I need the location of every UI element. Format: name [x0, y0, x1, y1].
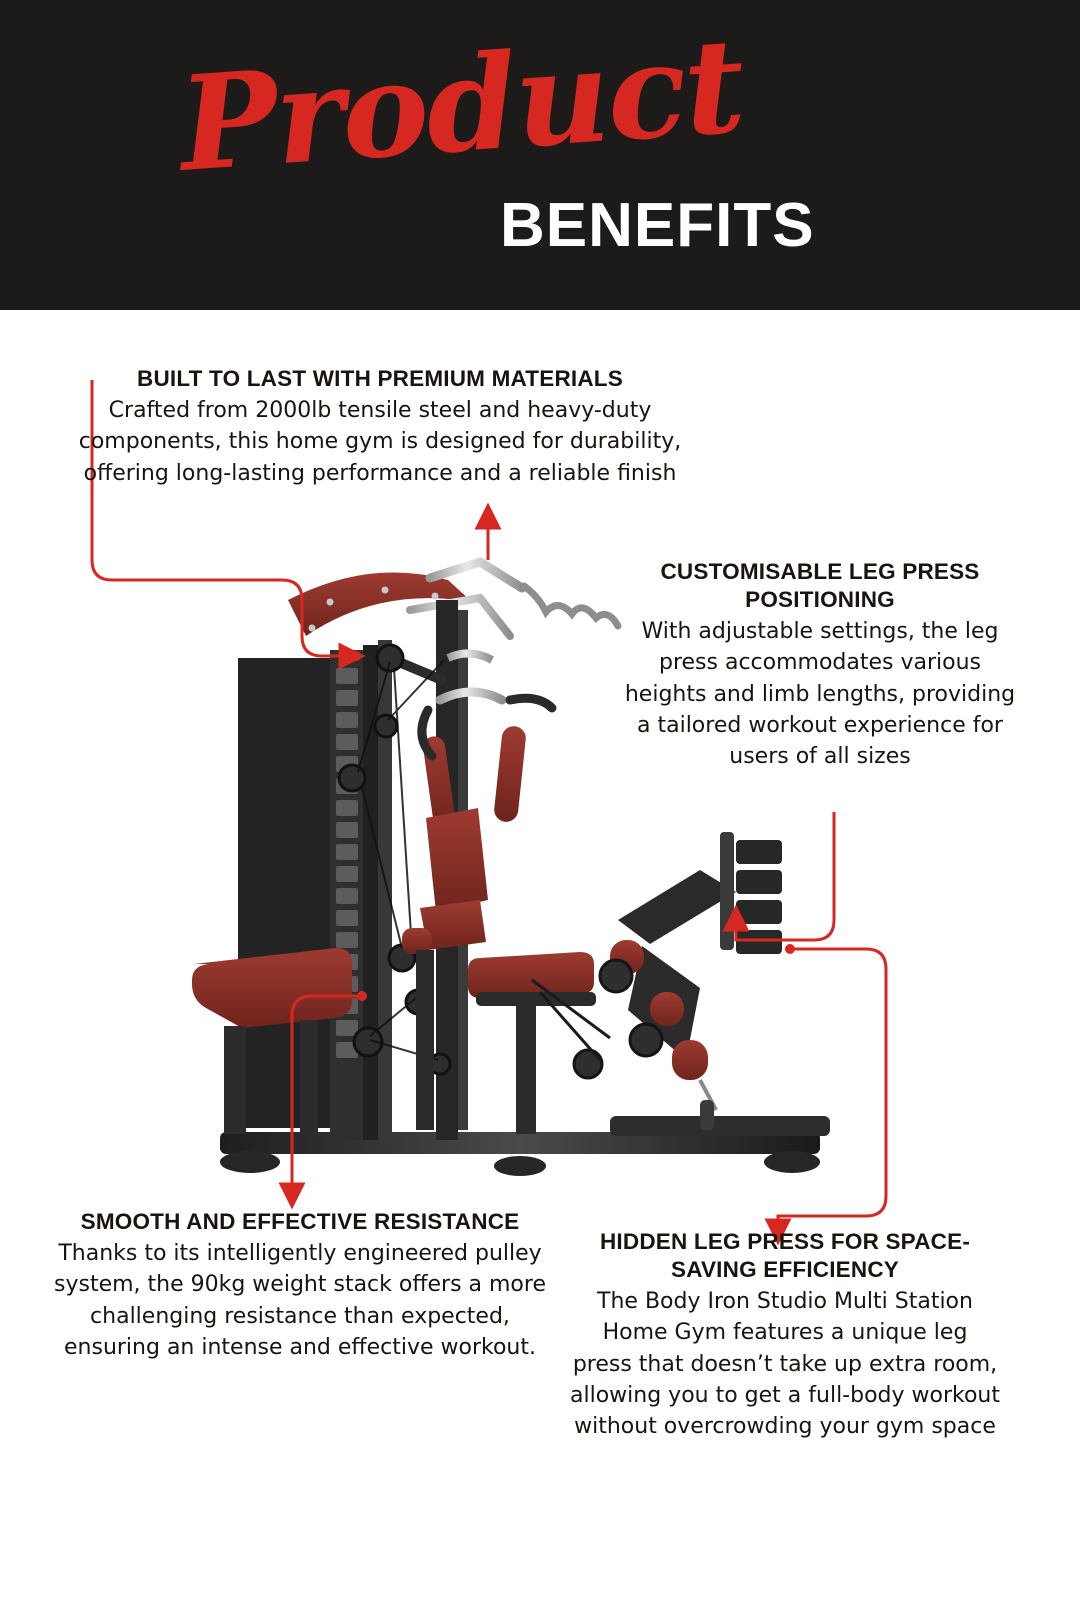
callout-built-to-last: [60, 365, 700, 489]
callout-body: Thanks to its intelligently engineered pulley system, the 90kg weight stack offers a more challenging resistance than expected, ensuring an intense and effective workout.: [54, 1241, 546, 1360]
callout-title: SMOOTH AND EFFECTIVE RESISTANCE: [80, 1209, 520, 1234]
callout-smooth-resistance: [40, 1208, 560, 1363]
callout-title: BUILT TO LAST WITH PREMIUM MATERIALS: [137, 366, 623, 391]
callout-title: HIDDEN LEG PRESS FOR SPACE-SAVING EFFICIENCY: [599, 1229, 971, 1283]
header-bold-title: BENEFITS: [500, 191, 815, 260]
callout-customisable-leg-press: [620, 558, 1020, 772]
callout-hidden-leg-press: [570, 1228, 1000, 1442]
header-script-title: Product: [174, 8, 748, 201]
callout-body: The Body Iron Studio Multi Station Home Gym features a unique leg press that doesn’t take up extra room, allowing you to get a full-body workout without overcrowding your gym space: [570, 1289, 1000, 1440]
header-banner: [0, 0, 1080, 310]
callout-body: Crafted from 2000lb tensile steel and heavy-duty components, this home gym is designed for durability, offering long-lasting performance and a reliable finish: [78, 398, 682, 486]
callout-body: With adjustable settings, the leg press accommodates various heights and limb lengths, providing a tailored workout experience for users of all sizes: [624, 619, 1016, 770]
callout-title: CUSTOMISABLE LEG PRESS POSITIONING: [660, 559, 980, 613]
